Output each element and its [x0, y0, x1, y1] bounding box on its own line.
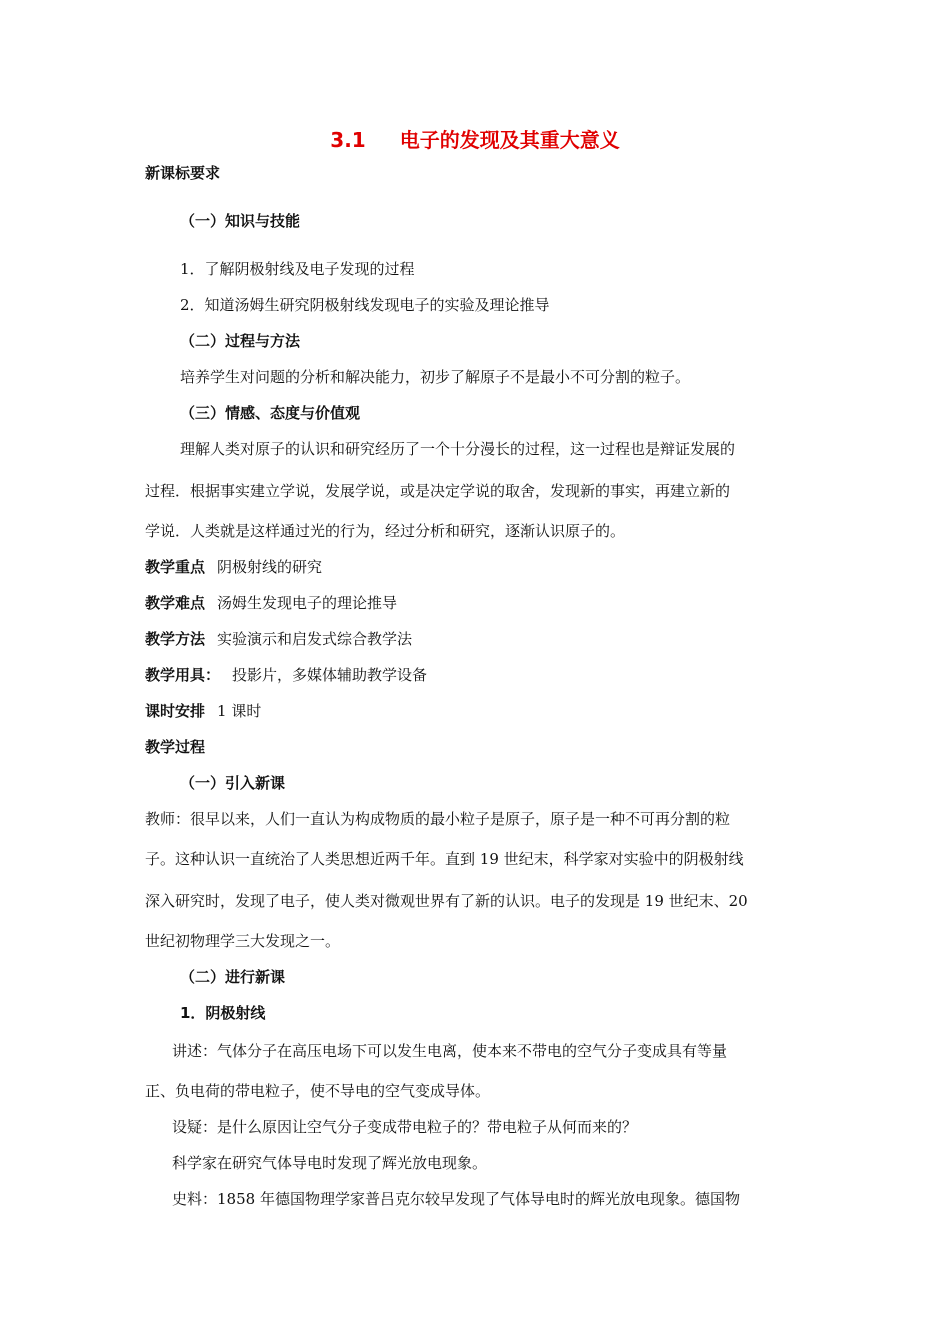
- tools-value: 投影片，多媒体辅助教学设备: [232, 666, 428, 684]
- section3-line-3: 学说．人类就是这样通过光的行为，经过分析和研究，逐渐认识原子的。: [145, 522, 626, 540]
- lecture-line-2: 正、负电荷的带电粒子，使不导电的空气变成导体。: [145, 1082, 491, 1100]
- section3-heading: （三）情感、态度与价值观: [180, 404, 361, 422]
- tools-label: 教学用具：: [145, 666, 221, 684]
- lecture-line-1: 讲述：气体分子在高压电场下可以发生电离，使本来不带电的空气分子变成具有等量: [172, 1042, 728, 1060]
- question-line: 设疑：是什么原因让空气分子变成带电粒子的？带电粒子从何而来的？: [172, 1118, 638, 1136]
- info-difficulty: [145, 593, 397, 613]
- info-tools: [145, 665, 427, 685]
- method-label: 教学方法: [145, 630, 206, 648]
- intro-line-1: 教师：很早以来，人们一直认为构成物质的最小粒子是原子，原子是一种不可再分割的粒: [145, 810, 731, 828]
- schedule-value: 1 课时: [217, 702, 262, 720]
- new-lesson-heading: （二）进行新课: [180, 968, 286, 986]
- section1-item-2: 2．知道汤姆生研究阴极射线发现电子的实验及理论推导: [180, 296, 550, 314]
- cathode-ray-heading: 1．阴极射线: [180, 1004, 266, 1022]
- section1-heading: （一）知识与技能: [180, 212, 301, 230]
- section3-line-2: 过程．根据事实建立学说，发展学说，或是决定学说的取舍，发现新的事实，再建立新的: [145, 482, 731, 500]
- process-heading: 教学过程: [145, 738, 206, 756]
- difficulty-value: 汤姆生发现电子的理论推导: [217, 594, 398, 612]
- section2-text: 培养学生对问题的分析和解决能力，初步了解原子不是最小不可分割的粒子。: [180, 368, 691, 386]
- page-title: [0, 124, 950, 153]
- info-key-point: [145, 557, 322, 577]
- info-schedule: [145, 701, 261, 721]
- requirements-heading: 新课标要求: [145, 164, 221, 182]
- section3-line-1: 理解人类对原子的认识和研究经历了一个十分漫长的过程，这一过程也是辩证发展的: [180, 440, 736, 458]
- key-point-value: 阴极射线的研究: [217, 558, 323, 576]
- history-line: 史料：1858 年德国物理学家普吕克尔较早发现了气体导电时的辉光放电现象。德国物: [172, 1190, 740, 1208]
- section1-item-1: 1．了解阴极射线及电子发现的过程: [180, 260, 415, 278]
- key-point-label: 教学重点: [145, 558, 206, 576]
- difficulty-label: 教学难点: [145, 594, 206, 612]
- info-method: [145, 629, 412, 649]
- section2-heading: （二）过程与方法: [180, 332, 301, 350]
- discovery-line: 科学家在研究气体导电时发现了辉光放电现象。: [172, 1154, 488, 1172]
- method-value: 实验演示和启发式综合教学法: [217, 630, 413, 648]
- schedule-label: 课时安排: [145, 702, 206, 720]
- intro-line-3: 深入研究时，发现了电子，使人类对微观世界有了新的认识。电子的发现是 19 世纪末、20: [145, 892, 748, 910]
- intro-line-4: 世纪初物理学三大发现之一。: [145, 932, 341, 950]
- intro-heading: （一）引入新课: [180, 774, 286, 792]
- intro-line-2: 子。这种认识一直统治了人类思想近两千年。直到 19 世纪末，科学家对实验中的阴极射线: [145, 850, 744, 868]
- title-number: 3.1: [330, 128, 366, 152]
- title-text: 电子的发现及其重大意义: [399, 128, 620, 152]
